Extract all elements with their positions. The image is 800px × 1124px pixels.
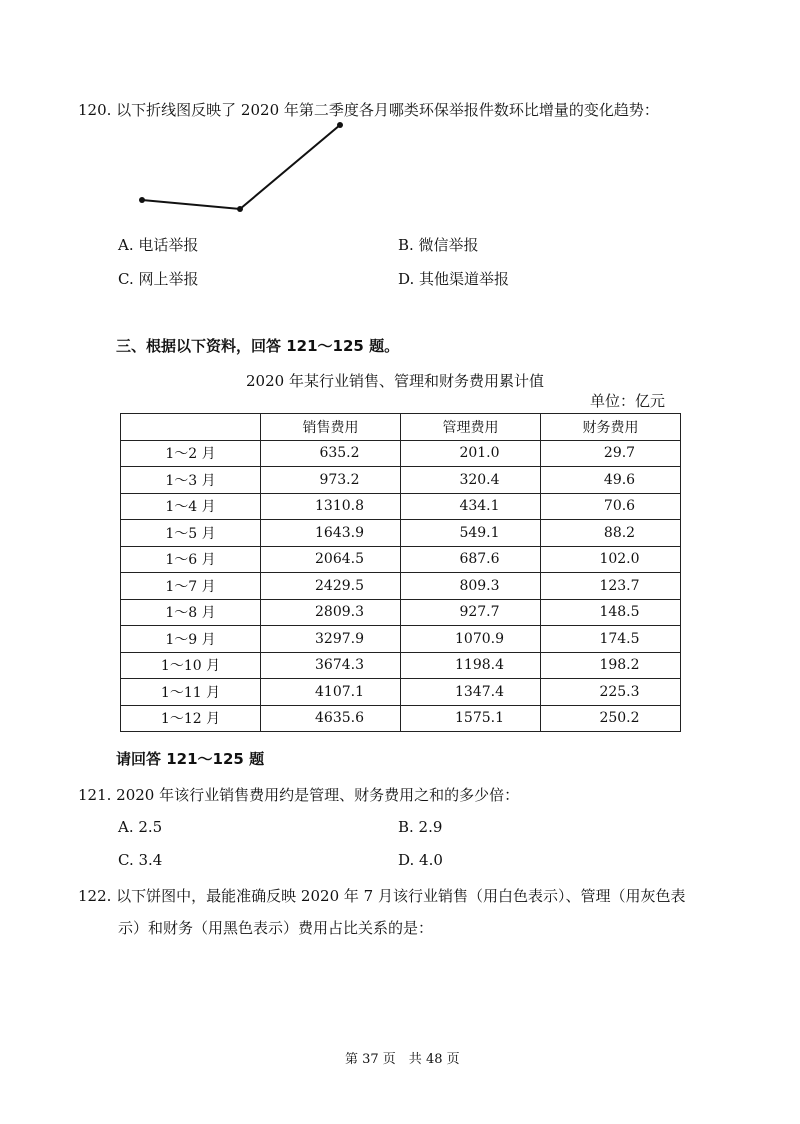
row-label-cell: 1～2 月 [121, 440, 261, 467]
table-header-row [121, 414, 681, 441]
option-120-d[interactable]: D. 其他渠道举报 [398, 270, 510, 288]
option-121-c[interactable]: C. 3.4 [118, 851, 163, 869]
row-label-cell [121, 414, 261, 441]
value-cell: 250.2 [541, 705, 681, 732]
expense-table [120, 413, 681, 732]
value-cell: 809.3 [401, 573, 541, 600]
table-row [121, 705, 681, 732]
question-121-text: 121. 2020 年该行业销售费用约是管理、财务费用之和的多少倍： [78, 786, 520, 804]
value-cell: 123.7 [541, 573, 681, 600]
trend-line-figure [0, 0, 800, 230]
table-row [121, 467, 681, 494]
table-row [121, 626, 681, 653]
value-cell: 88.2 [541, 520, 681, 547]
question-120-text: 120. 以下折线图反映了 2020 年第二季度各月哪类环保举报件数环比增量的变化趋势： [78, 101, 659, 119]
option-121-b[interactable]: B. 2.9 [398, 818, 443, 836]
value-cell: 1070.9 [401, 626, 541, 653]
table-row [121, 573, 681, 600]
value-cell: 4635.6 [261, 705, 401, 732]
value-cell: 174.5 [541, 626, 681, 653]
trend-line [142, 125, 340, 209]
option-121-d[interactable]: D. 4.0 [398, 851, 443, 869]
page-number: 第 37 页 共 48 页 [345, 1052, 460, 1067]
row-label-cell: 1～9 月 [121, 626, 261, 653]
table-row [121, 679, 681, 706]
value-cell: 1575.1 [401, 705, 541, 732]
table-title: 2020 年某行业销售、管理和财务费用累计值 [246, 372, 544, 390]
trend-point-1 [139, 197, 145, 203]
value-cell: 102.0 [541, 546, 681, 573]
value-cell: 49.6 [541, 467, 681, 494]
table-row [121, 440, 681, 467]
value-cell: 2809.3 [261, 599, 401, 626]
row-label-cell: 1～3 月 [121, 467, 261, 494]
row-label-cell: 1～11 月 [121, 679, 261, 706]
value-cell: 201.0 [401, 440, 541, 467]
question-122-line-2: 示）和财务（用黑色表示）费用占比关系的是： [118, 919, 434, 937]
row-label-cell: 1～6 月 [121, 546, 261, 573]
option-120-b[interactable]: B. 微信举报 [398, 236, 479, 254]
value-cell: 1643.9 [261, 520, 401, 547]
value-cell: 管理费用 [401, 414, 541, 441]
value-cell: 973.2 [261, 467, 401, 494]
table-unit: 单位：亿元 [590, 392, 666, 410]
value-cell: 434.1 [401, 493, 541, 520]
trend-point-3 [337, 122, 343, 128]
value-cell: 70.6 [541, 493, 681, 520]
value-cell: 635.2 [261, 440, 401, 467]
value-cell: 1347.4 [401, 679, 541, 706]
value-cell: 4107.1 [261, 679, 401, 706]
value-cell: 2429.5 [261, 573, 401, 600]
section-3-heading: 三、根据以下资料，回答 121～125 题。 [116, 337, 400, 355]
value-cell: 225.3 [541, 679, 681, 706]
row-label-cell: 1～10 月 [121, 652, 261, 679]
answer-prompt: 请回答 121～125 题 [116, 750, 265, 768]
value-cell: 3297.9 [261, 626, 401, 653]
row-label-cell: 1～8 月 [121, 599, 261, 626]
row-label-cell: 1～4 月 [121, 493, 261, 520]
value-cell: 1310.8 [261, 493, 401, 520]
table-row [121, 493, 681, 520]
row-label-cell: 1～7 月 [121, 573, 261, 600]
row-label-cell: 1～12 月 [121, 705, 261, 732]
table-row [121, 599, 681, 626]
table-row [121, 520, 681, 547]
value-cell: 148.5 [541, 599, 681, 626]
value-cell: 销售费用 [261, 414, 401, 441]
value-cell: 1198.4 [401, 652, 541, 679]
value-cell: 29.7 [541, 440, 681, 467]
table-row [121, 652, 681, 679]
value-cell: 927.7 [401, 599, 541, 626]
value-cell: 财务费用 [541, 414, 681, 441]
option-121-a[interactable]: A. 2.5 [118, 818, 163, 836]
trend-point-2 [237, 206, 243, 212]
option-120-c[interactable]: C. 网上举报 [118, 270, 199, 288]
row-label-cell: 1～5 月 [121, 520, 261, 547]
value-cell: 549.1 [401, 520, 541, 547]
option-120-a[interactable]: A. 电话举报 [118, 236, 199, 254]
value-cell: 687.6 [401, 546, 541, 573]
value-cell: 198.2 [541, 652, 681, 679]
table-row [121, 546, 681, 573]
value-cell: 3674.3 [261, 652, 401, 679]
question-122-line-1: 122. 以下饼图中，最能准确反映 2020 年 7 月该行业销售（用白色表示）、管理（用灰色表 [78, 887, 686, 905]
value-cell: 320.4 [401, 467, 541, 494]
value-cell: 2064.5 [261, 546, 401, 573]
